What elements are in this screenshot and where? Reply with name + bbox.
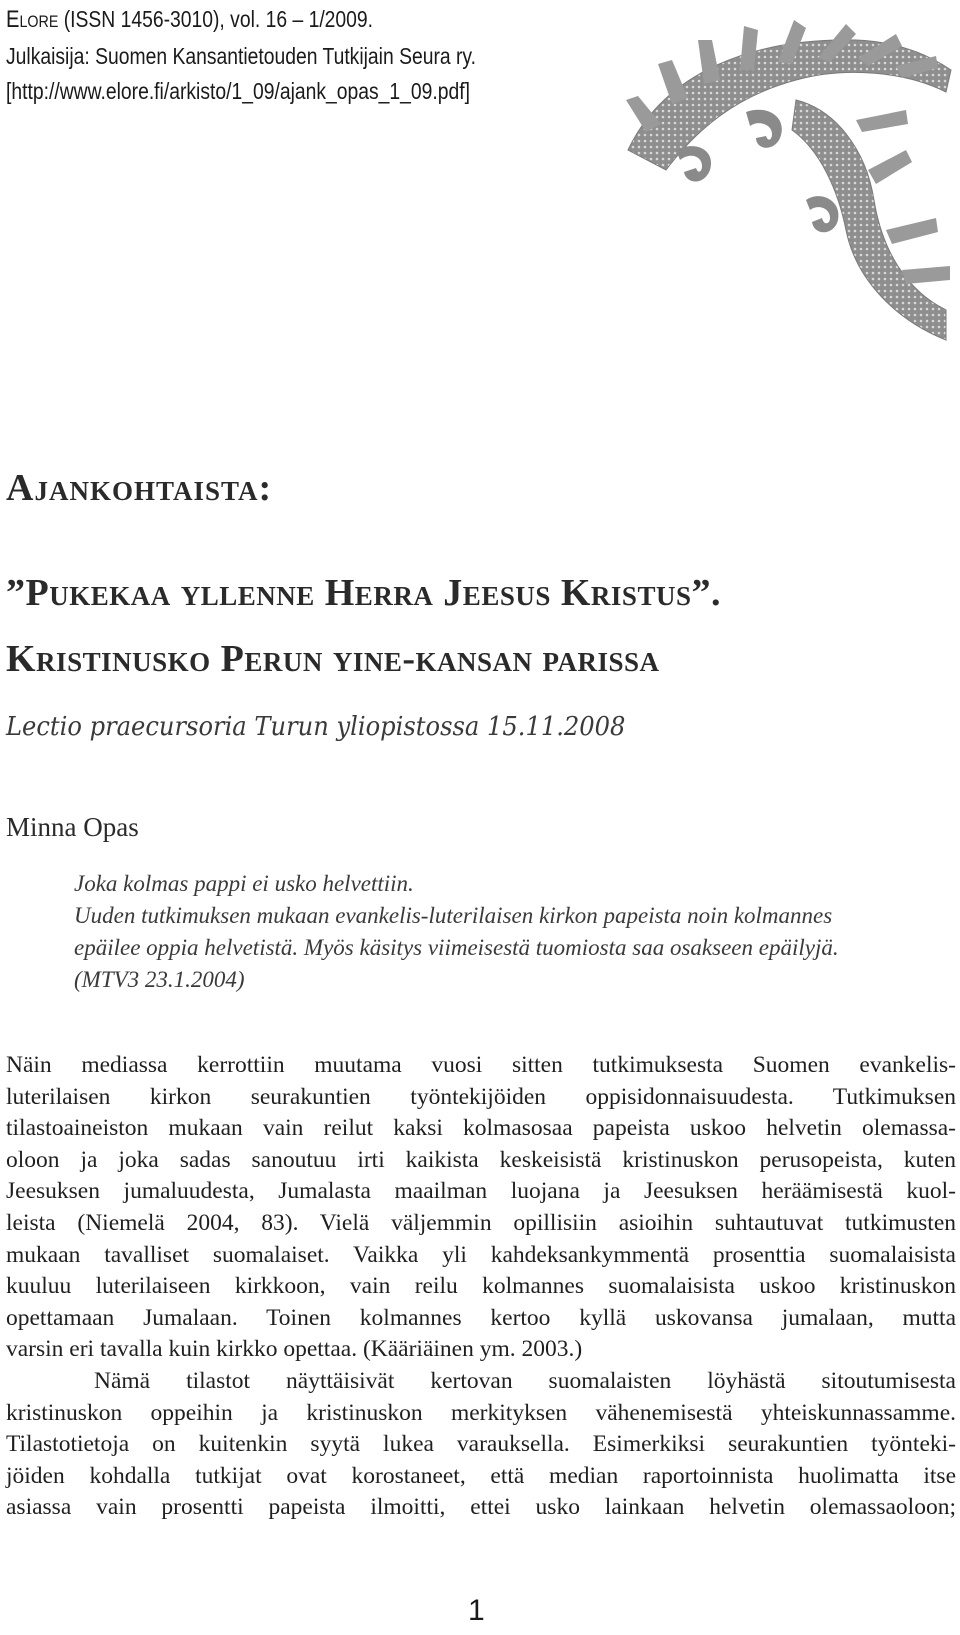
paragraph-2-line: jöiden kohdalla tutkijat ovat korostaneet, että median raportoinnista huolimatta itse [6,1462,956,1489]
journal-header [6,2,476,109]
epigraph-line: Uuden tutkimuksen mukaan evankelis-luterilaisen kirkon papeista noin kolmannes [74,903,833,928]
article-title [6,560,721,692]
journal-name-rest: LORE [19,12,59,31]
paragraph-1-line: opettamaan Jumalaan. Toinen kolmannes kertoo kyllä uskovansa jumalaan, mutta [6,1304,956,1331]
journal-name-initial: E [6,6,20,33]
paragraph-2-line: kristinuskon oppeihin ja kristinuskon merkityksen vähenemisestä yhteiskunnassamme. [6,1399,956,1426]
paragraph-1-line: luterilaisen kirkon seurakuntien työntekijöiden oppisidonnaisuudesta. Tutkimuksen [6,1083,956,1110]
article-title-line1: ”Pukekaa yllenne Herra Jeesus Kristus”. [6,572,721,614]
paragraph-1-line: Jeesuksen jumaluudesta, Jumalasta maailman luojana ja Jeesuksen heräämisestä kuol- [6,1178,956,1205]
section-label: Ajankohtaista: [6,467,273,509]
epigraph-line: epäilee oppia helvetistä. Myös käsitys viimeisestä tuomiosta saa osakseen epäilyjä. [74,935,839,960]
paragraph-1-line: oloon ja joka sadas sanoutuu irti kaikista keskeisistä kristinuskon perusopeista, kuten [6,1146,956,1173]
paragraph-2-line: Tilastotietoja on kuitenkin syytä lukea varauksella. Esimerkiksi seurakuntien työnteki- [6,1431,956,1458]
paragraph-2-line: Nämä tilastot näyttäisivät kertovan suomalaisten löyhästä sitoutumisesta [94,1367,956,1394]
article-title-line2: Kristinusko Perun yine-kansan parissa [6,638,660,680]
paragraph-1-line: leista (Niemelä 2004, 83). Vielä väljemmin opillisiin asioihin suhtautuvat tutkimusten [6,1209,956,1236]
epigraph-line: Joka kolmas pappi ei usko helvettiin. [74,871,414,896]
paragraph-1-line: Näin mediassa kerrottiin muutama vuosi sitten tutkimuksesta Suomen evankelis- [6,1052,956,1078]
author-name: Minna Opas [6,812,139,842]
paragraph-2-line: asiassa vain prosentti papeista ilmoitti, ettei usko lainkaan helvetin olemassaoloon; [6,1494,956,1521]
article-subtitle: Lectio praecursoria Turun yliopistossa 15.11.2008 [6,712,626,742]
epigraph-line: (MTV3 23.1.2004) [74,967,245,992]
paragraph-1-line: kuuluu luterilaiseen kirkkoon, vain reilu kolmannes suomalaisista uskoo kristinuskon [6,1273,956,1300]
journal-info-line [6,2,476,39]
url-line: [http://www.elore.fi/arkisto/1_09/ajank_opas_1_09.pdf] [6,78,470,104]
epigraph [74,868,954,996]
paragraph-1-line: varsin eri tavalla kuin kirkko opettaa. (Kääriäinen ym. 2003.) [6,1336,583,1363]
journal-issn: (ISSN 1456-3010), vol. 16 – 1/2009. [58,6,374,32]
body-text [6,1050,956,1524]
page-number: 1 [468,1594,485,1627]
paragraph-1-line: mukaan tavalliset suomalaiset. Vaikka yli kahdeksankymmentä prosenttia suomalaisista [6,1241,956,1268]
elore-ornament-logo-icon [606,0,960,360]
paragraph-1-line: tilastoaineiston mukaan vain reilut kaksi kolmasosaa papeista uskoo helvetin olemassa- [6,1115,956,1142]
publisher-line: Julkaisija: Suomen Kansantietouden Tutkijain Seura ry. [6,43,477,69]
